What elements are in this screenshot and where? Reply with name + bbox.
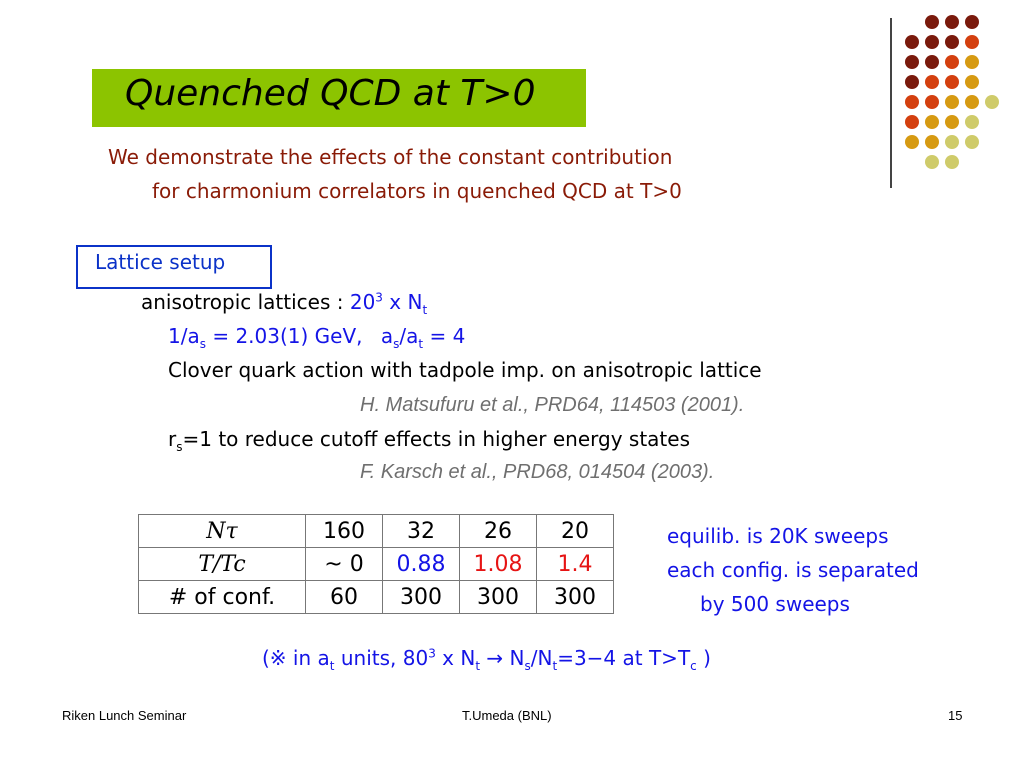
decorative-dot [945, 115, 959, 129]
decorative-dot [905, 35, 919, 49]
reference-2: F. Karsch et al., PRD68, 014504 (2003). [360, 461, 715, 483]
decorative-dot [925, 135, 939, 149]
decorative-dot [965, 95, 979, 109]
side-note-2: each config. is separated [667, 558, 919, 582]
slide-title: Quenched QCD at T>0 [125, 73, 536, 114]
decorative-dot [905, 75, 919, 89]
decorative-dot [925, 35, 939, 49]
footer-author: T.Umeda (BNL) [462, 708, 552, 723]
decorative-dot [905, 55, 919, 69]
table-cell: 300 [460, 581, 537, 614]
decorative-dot [965, 15, 979, 29]
decorative-dot [925, 15, 939, 29]
spacing-line: $1/a_s = 2.03(1)$ GeV, $a_s/a_t = 4$ [168, 324, 466, 351]
decorative-dot [965, 135, 979, 149]
table-cell: 1.4 [537, 548, 614, 581]
decorative-dot [965, 115, 979, 129]
table-cell: 20 [537, 515, 614, 548]
row-label: # of conf. [139, 581, 306, 614]
intro-line-1: We demonstrate the effects of the constant contribution [108, 145, 673, 169]
footer-event: Riken Lunch Seminar [62, 708, 187, 723]
section-label: Lattice setup [95, 250, 226, 274]
decorative-dot [905, 95, 919, 109]
decorative-dot [945, 155, 959, 169]
table-cell: 26 [460, 515, 537, 548]
decorative-dot [945, 75, 959, 89]
decorative-dot [925, 55, 939, 69]
table-row [139, 548, 614, 581]
table-cell: 160 [306, 515, 383, 548]
lattice-line [141, 290, 427, 317]
page-number: 15 [948, 708, 963, 723]
table-cell: 1.08 [460, 548, 537, 581]
reference-1: H. Matsufuru et al., PRD64, 114503 (2001). [360, 394, 745, 416]
anisotropy: $a_s/a_t = 4$ [380, 324, 466, 351]
row-label: T/Tc [139, 548, 306, 581]
rs-line: $r_s=1$ to reduce cutoff effects in higher energy states [168, 427, 690, 454]
table-cell: 32 [383, 515, 460, 548]
decorative-dot [965, 55, 979, 69]
divider-line [890, 18, 892, 188]
decorative-dot-grid [905, 15, 1015, 175]
table-cell: 300 [383, 581, 460, 614]
decorative-dot [925, 155, 939, 169]
decorative-dot [945, 35, 959, 49]
table-row [139, 581, 614, 614]
decorative-dot [925, 75, 939, 89]
decorative-dot [905, 115, 919, 129]
table-cell: 0.88 [383, 548, 460, 581]
decorative-dot [925, 95, 939, 109]
decorative-dot [925, 115, 939, 129]
decorative-dot [945, 15, 959, 29]
table-row [139, 515, 614, 548]
intro-line-2: for charmonium correlators in quenched QCD at T>0 [152, 179, 682, 203]
action-line: Clover quark action with tadpole imp. on anisotropic lattice [168, 358, 762, 382]
lattice-size: $20^3$ x $N_t$ [349, 290, 428, 317]
decorative-dot [985, 95, 999, 109]
lattice-label: anisotropic lattices : [141, 290, 350, 314]
side-note-1: equilib. is 20K sweeps [667, 524, 889, 548]
decorative-dot [965, 35, 979, 49]
side-note-3: by 500 sweeps [700, 592, 850, 616]
table-cell: ~ 0 [306, 548, 383, 581]
units-note: (※ in $a_t$ units, $80^3$ x $N_t \to N_s/N_t=3-4$ at $T>T_c$ ) [262, 646, 711, 673]
decorative-dot [965, 75, 979, 89]
ensemble-table [138, 514, 614, 614]
decorative-dot [945, 95, 959, 109]
decorative-dot [905, 135, 919, 149]
table-cell: 60 [306, 581, 383, 614]
table-cell: 300 [537, 581, 614, 614]
row-label: Nτ [139, 515, 306, 548]
decorative-dot [945, 55, 959, 69]
decorative-dot [945, 135, 959, 149]
